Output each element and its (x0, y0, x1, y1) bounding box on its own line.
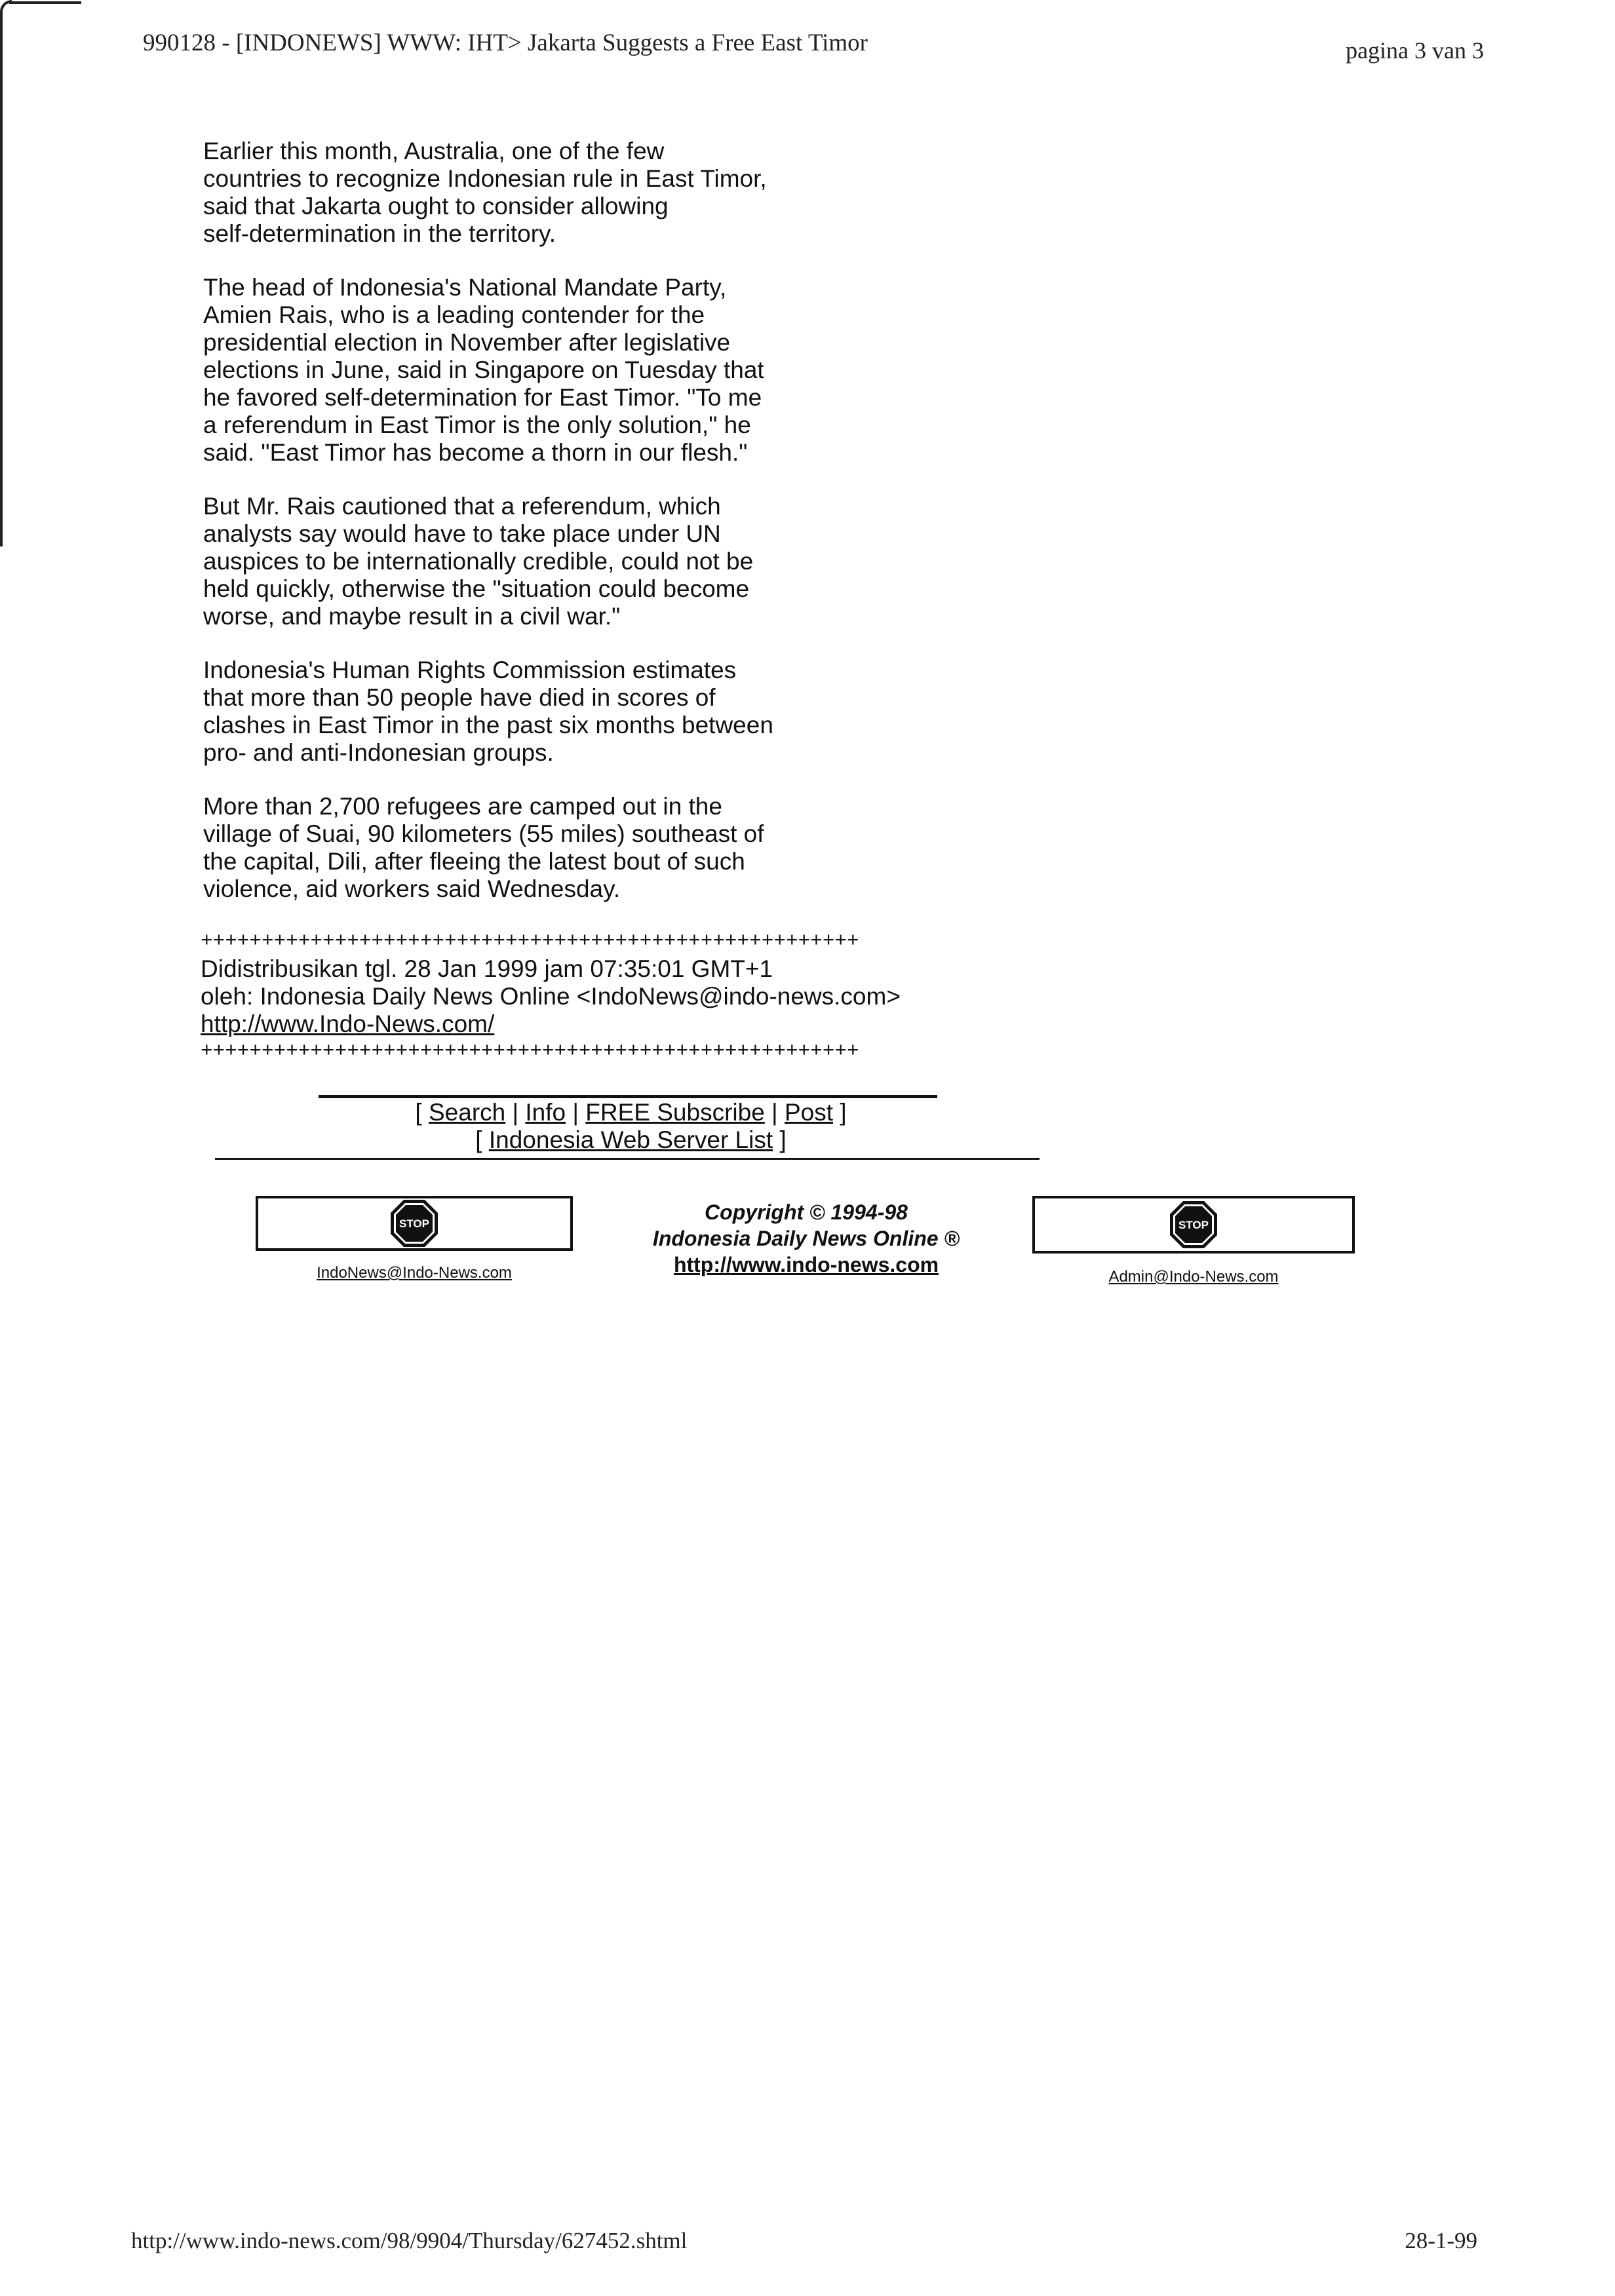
nav-post-link[interactable]: Post (784, 1099, 833, 1126)
nav-server-list-link[interactable]: Indonesia Web Server List (488, 1126, 773, 1153)
distribution-signature (201, 928, 1053, 1065)
nav-search-link[interactable]: Search (428, 1099, 506, 1126)
print-header-title: 990128 - [INDONEWS] WWW: IHT> Jakarta Suggests a Free East Timor (143, 29, 868, 56)
copyright-block (590, 1199, 1022, 1278)
copyright-url-link[interactable]: http://www.indo-news.com (673, 1253, 939, 1276)
nav-divider-top (319, 1095, 937, 1098)
article-paragraph: Earlier this month, Australia, one of the few countries to recognize Indonesian rule in East Timor, said that Jakarta ought to consider allowing self-determination in the territory. (203, 138, 767, 247)
print-page-number: pagina 3 van 3 (1346, 37, 1484, 64)
print-header (143, 29, 1484, 64)
bracket-open: [ (475, 1126, 489, 1153)
nav-info-link[interactable]: Info (525, 1099, 566, 1126)
bracket-close: ] (833, 1099, 847, 1126)
stop-mail-button-left[interactable] (256, 1196, 573, 1251)
svg-text:STOP: STOP (399, 1217, 429, 1230)
nav-divider-bottom (215, 1158, 1040, 1160)
copyright-line: Copyright © 1994-98 (705, 1200, 908, 1224)
separator-line: ++++++++++++++++++++++++++++++++++++++++++++++++++++++ (201, 930, 859, 953)
scan-edge-artifact (0, 0, 12, 546)
article-paragraph: More than 2,700 refugees are camped out in the village of Suai, 90 kilometers (55 miles) southeast of the capital, Dili, after fleeing the latest bout of such violence, aid workers said Wednesday. (203, 793, 764, 902)
article-paragraph: But Mr. Rais cautioned that a referendum, which analysts say would have to take place under UN auspices to be internationally credible, could not be held quickly, otherwise the "situation could become worse, and maybe result in a civil war." (203, 493, 754, 630)
distributed-date: Didistribusikan tgl. 28 Jan 1999 jam 07:35:01 GMT+1 (201, 955, 773, 982)
print-footer-url: http://www.indo-news.com/98/9904/Thursday/627452.shtml (131, 2228, 688, 2253)
bracket-open: [ (415, 1099, 429, 1126)
stop-mail-button-right[interactable] (1032, 1196, 1355, 1253)
nav-separator: | (566, 1099, 586, 1126)
nav-subscribe-link[interactable]: FREE Subscribe (585, 1099, 765, 1126)
nav-separator: | (764, 1099, 785, 1126)
stop-sign-icon (389, 1198, 439, 1248)
copyright-owner: Indonesia Daily News Online ® (652, 1227, 960, 1250)
print-footer (131, 2228, 1477, 2254)
admin-email-link[interactable]: Admin@Indo-News.com (1108, 1268, 1279, 1286)
site-navigation (0, 1099, 1262, 1154)
indonews-email-link[interactable]: IndoNews@Indo-News.com (317, 1264, 512, 1282)
separator-line: ++++++++++++++++++++++++++++++++++++++++++++++++++++++ (201, 1040, 859, 1063)
article-paragraph: The head of Indonesia's National Mandate Party, Amien Rais, who is a leading contender for the presidential election in November after legislative elections in June, said in Singapore on Tuesday that he favored self-determination for East Timor. "To me a referendum in East Timor is the only solution," he said. "East Timor has become a thorn in our flesh." (203, 274, 764, 466)
stop-sign-icon (1169, 1200, 1218, 1250)
svg-text:STOP: STOP (1178, 1219, 1209, 1231)
article-paragraph: Indonesia's Human Rights Commission estimates that more than 50 people have died in scores of clashes in East Timor in the past six months between pro- and anti-Indonesian groups. (203, 657, 773, 766)
bracket-close: ] (773, 1126, 787, 1153)
nav-separator: | (505, 1099, 526, 1126)
print-footer-date: 28-1-99 (1405, 2228, 1477, 2253)
distributed-by: oleh: Indonesia Daily News Online <IndoNews@indo-news.com> (201, 983, 901, 1010)
indo-news-link[interactable]: http://www.Indo-News.com/ (201, 1010, 495, 1037)
article-body (203, 138, 1016, 929)
scan-top-artifact (9, 1, 81, 4)
